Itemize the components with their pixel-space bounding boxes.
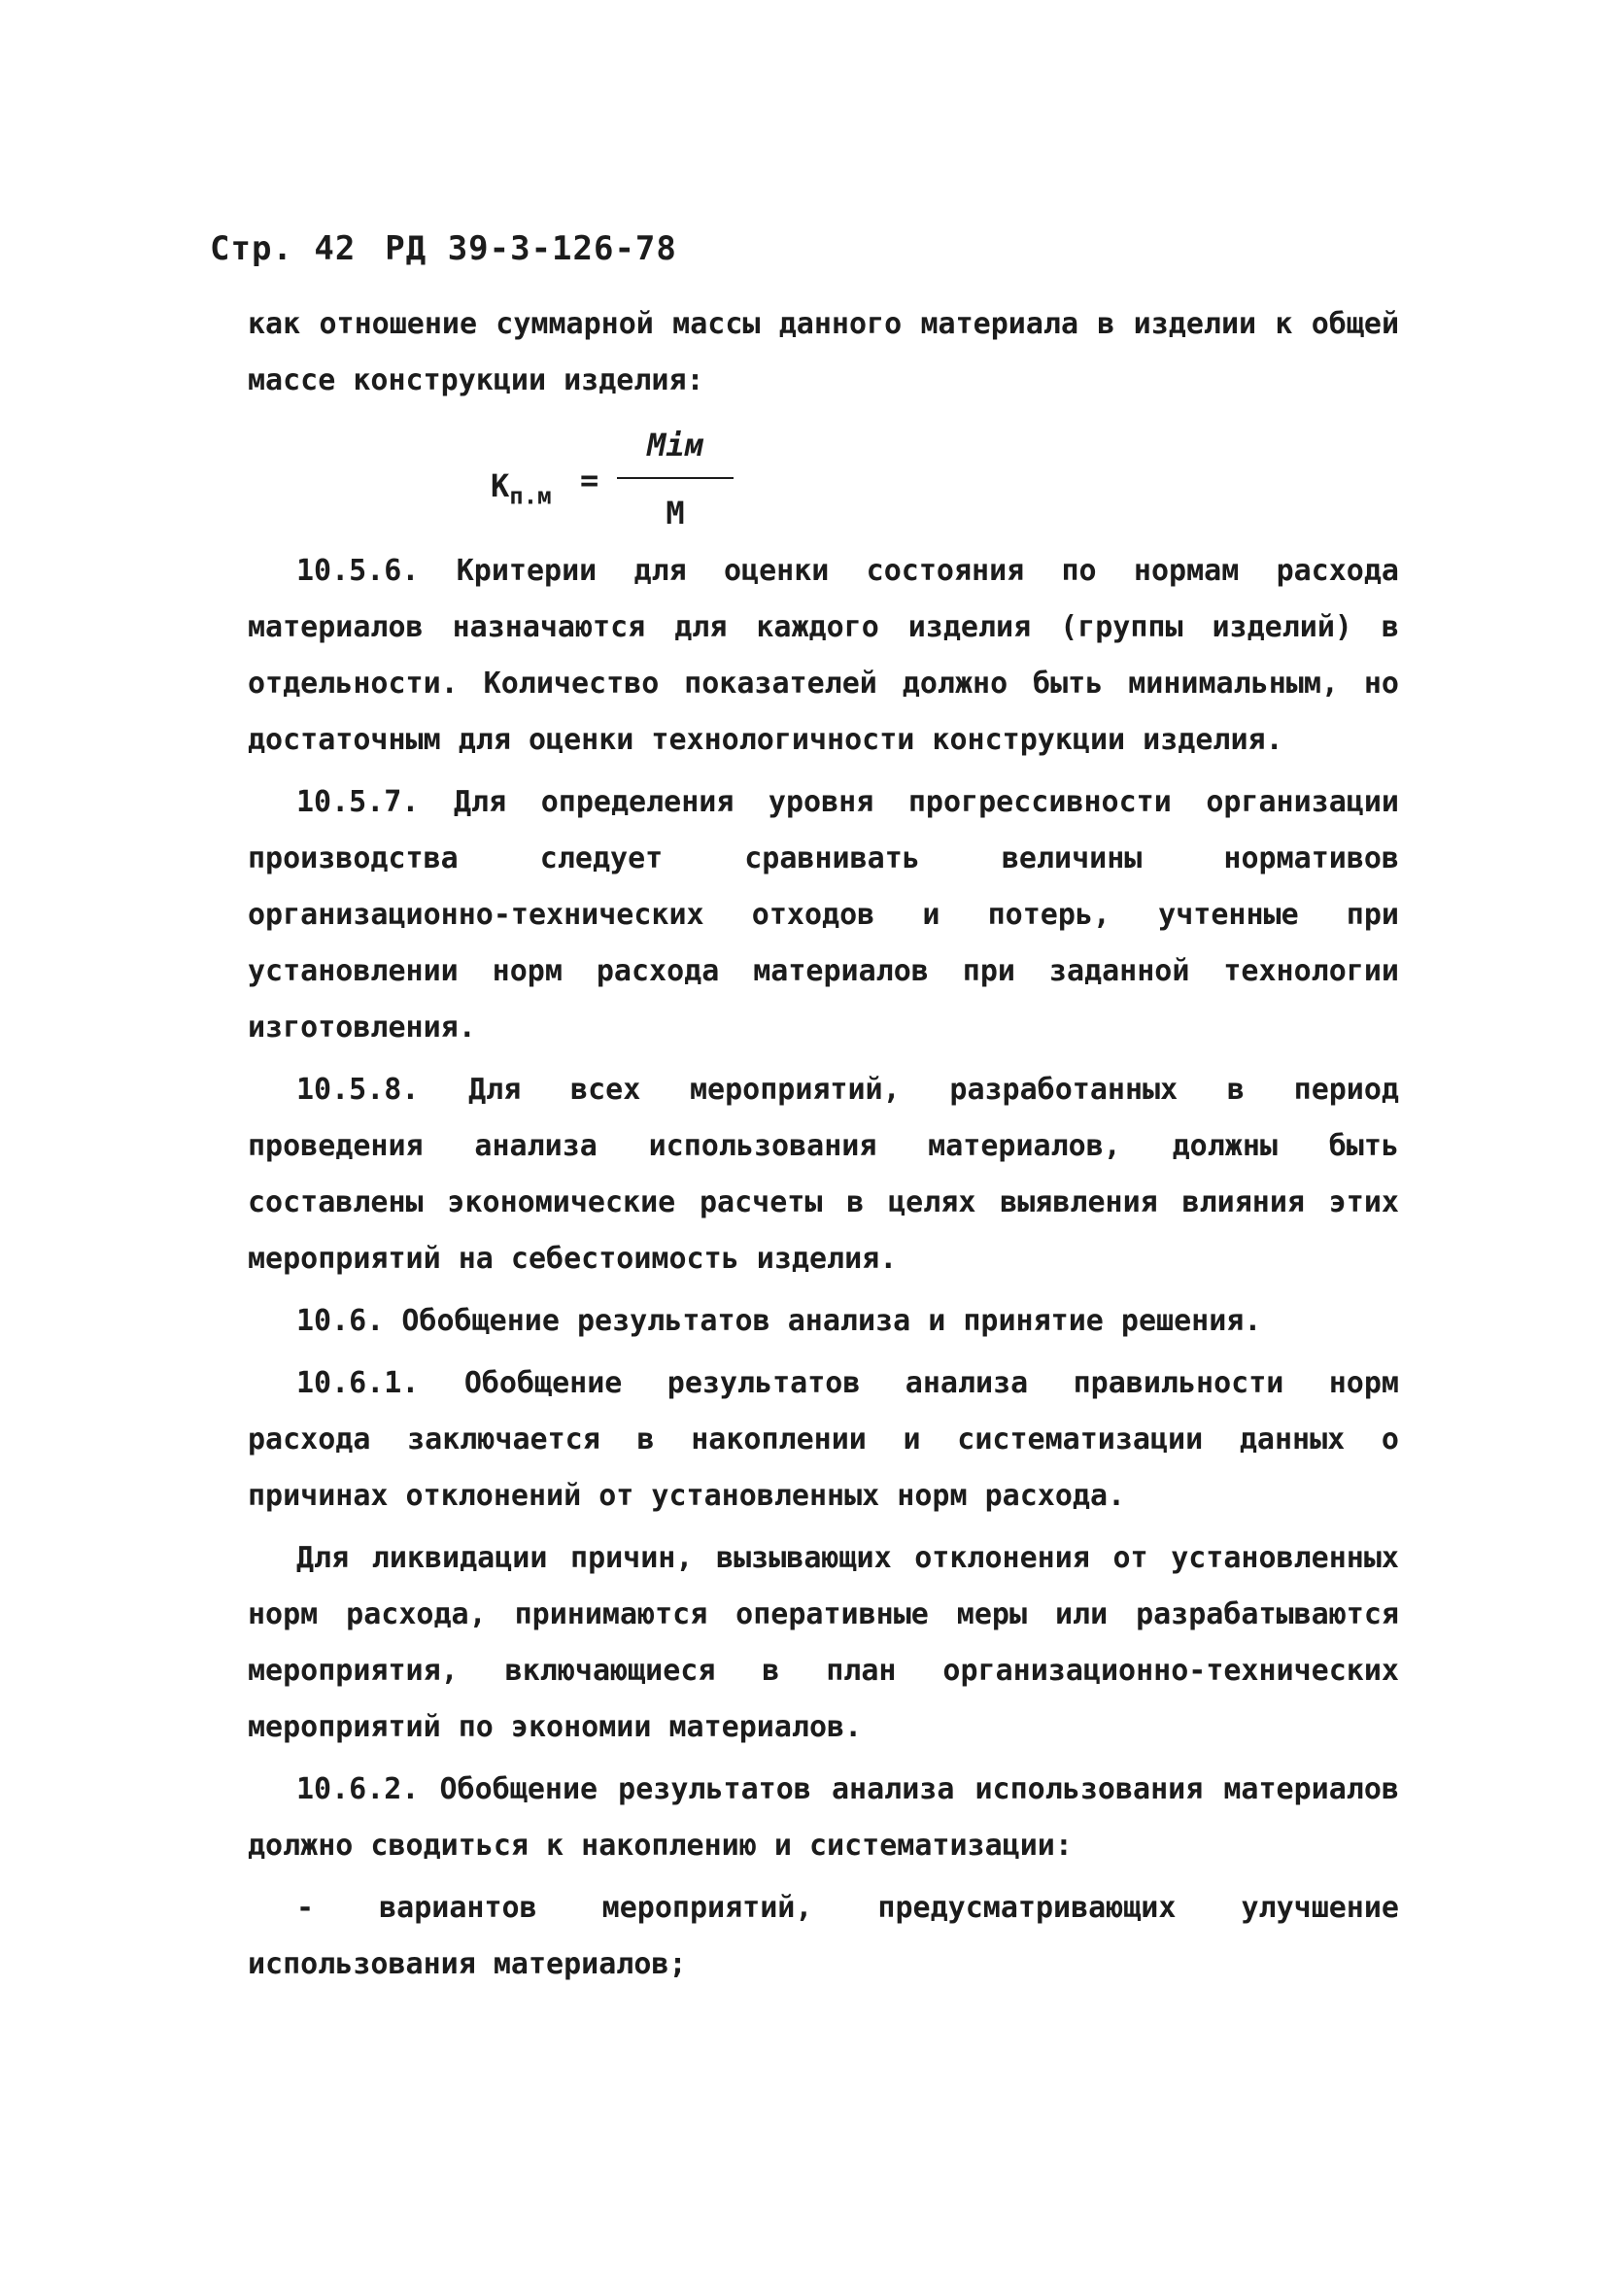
- formula-denominator: М: [666, 495, 685, 531]
- paragraph-10-5-7: 10.5.7. Для определения уровня прогрессивности организации производства следует сравнивать величины нормативов организационно-технических отходов и потерь, учтенные при установлении норм расхода материалов при заданной технологии изготовления.: [248, 785, 1399, 1045]
- page-number: Стр. 42: [210, 229, 357, 268]
- formula-equals: =: [580, 462, 599, 498]
- formula-numerator: Мiм: [617, 417, 734, 479]
- paragraph-10-6: 10.6. Обобщение результатов анализа и принятие решения.: [296, 1304, 1262, 1338]
- formula-fraction: [617, 417, 734, 541]
- paragraph-10-5-6: 10.5.6. Критерии для оценки состояния по нормам расхода материалов назначаются для каждого изделия (группы изделий) в отдельности. Количество показателей должно быть минимальным, но достаточным для оценки технологичности конструкции изделия.: [248, 554, 1399, 757]
- formula-material-coefficient: [491, 409, 1399, 543]
- paragraph-10-6-1: 10.6.1. Обобщение результатов анализа правильности норм расхода заключается в накоплении и систематизации данных о причинах отклонений от установленных норм расхода.: [248, 1366, 1399, 1513]
- document-body: [248, 296, 1399, 1993]
- paragraph-elimination: Для ликвидации причин, вызывающих отклонения от установленных норм расхода, принимаются оперативные меры или разрабатываются мероприятия, включающиеся в план организационно-технических мероприятий по экономии материалов.: [248, 1541, 1399, 1744]
- paragraph-10-6-2: 10.6.2. Обобщение результатов анализа использования материалов должно сводиться к накоплению и систематизации:: [248, 1772, 1399, 1863]
- formula-lhs-subscript: п.м: [509, 482, 552, 510]
- document-code: РД 39-3-126-78: [385, 229, 677, 268]
- paragraph-intro: как отношение суммарной массы данного материала в изделии к общей массе конструкции изделия:: [248, 307, 1399, 397]
- formula-lhs: $К_{п.м}$: [491, 467, 552, 510]
- page-header: [210, 229, 677, 268]
- list-item-variants: - вариантов мероприятий, предусматривающих улучшение использования материалов;: [248, 1891, 1399, 1981]
- paragraph-10-5-8: 10.5.8. Для всех мероприятий, разработанных в период проведения анализа использования материалов, должны быть составлены экономические расчеты в целях выявления влияния этих мероприятий на себестоимость изделия.: [248, 1073, 1399, 1276]
